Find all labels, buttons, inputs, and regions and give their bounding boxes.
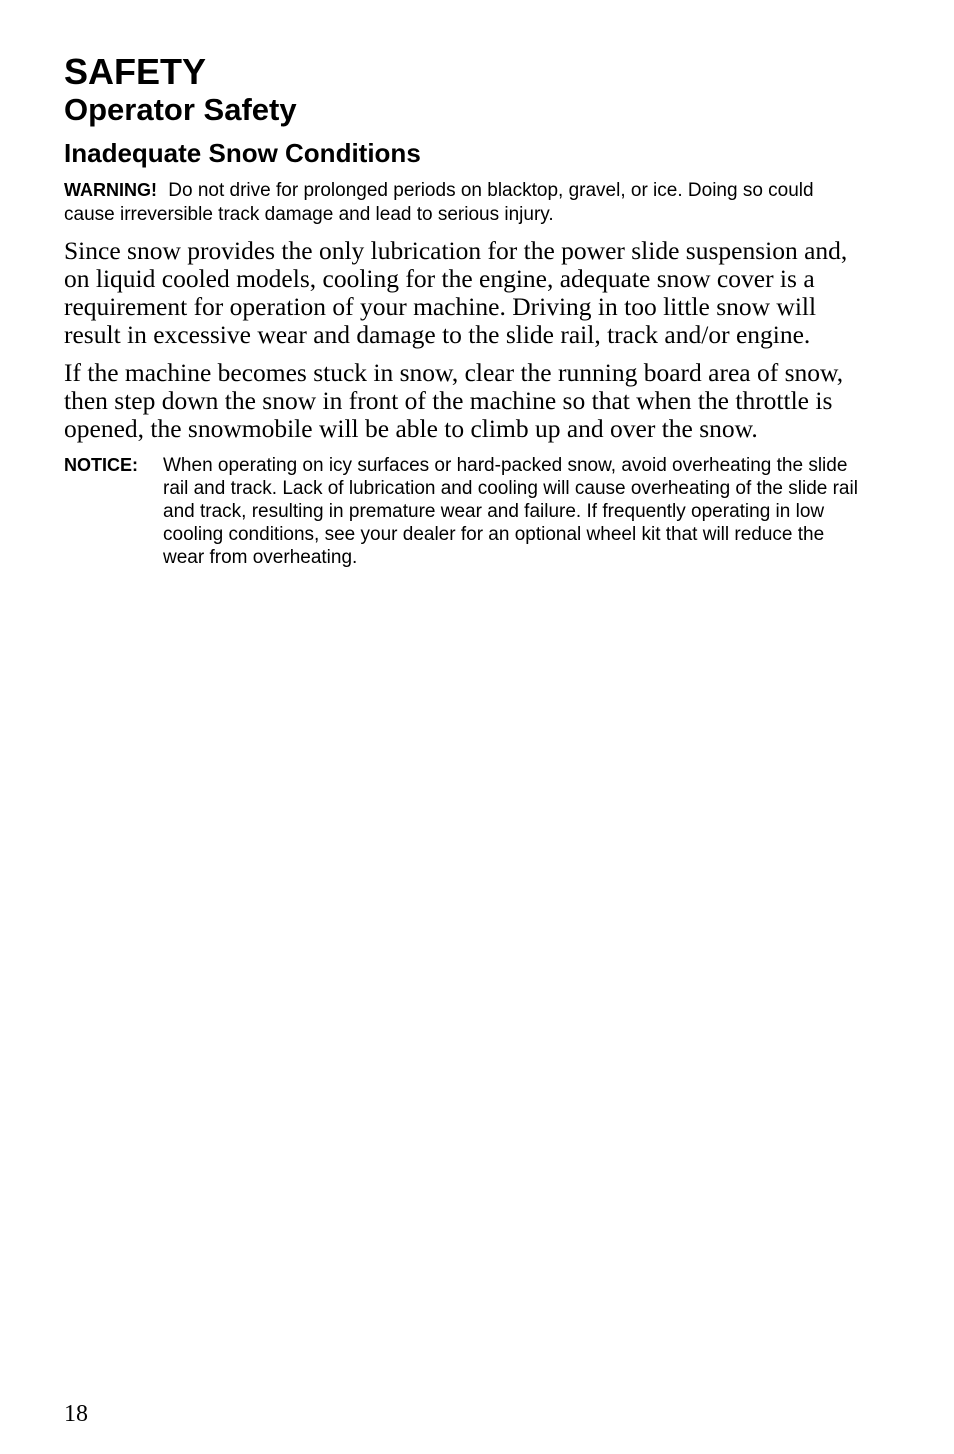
page-content [64,52,864,569]
subsection-title: Operator Safety [64,92,297,127]
page-number: 18 [64,1401,88,1427]
warning-text: Do not drive for prolonged periods on blacktop, gravel, or ice. Doing so could cause irreversible track damage and lead to serious injury. [64,180,814,225]
body-paragraph-stuck-in-snow: If the machine becomes stuck in snow, clear the running board area of snow, then step down the snow in front of the machine so that when the throttle is opened, the snowmobile will be able to climb up and over the snow. [64,358,844,443]
topic-title: Inadequate Snow Conditions [64,138,421,168]
notice-block [64,454,864,569]
body-paragraph-snow-lubrication: Since snow provides the only lubrication for the power slide suspension and, on liquid cooled models, cooling for the engine, adequate snow cover is a requirement for operation of your machine. Driving in too little snow will result in excessive wear and damage to the slide rail, track and/or engine. [64,236,848,349]
notice-text: When operating on icy surfaces or hard-packed snow, avoid overheating the slide rail and track. Lack of lubrication and cooling will cause overheating of the slide rail and track, resulting in premature wear and failure. If frequently operating in low cooling conditions, see your dealer for an optional wheel kit that will reduce the wear from overheating. [163,455,858,568]
warning-block [64,178,864,227]
notice-label: NOTICE: [64,455,138,475]
section-title: SAFETY [64,51,207,92]
warning-label: WARNING! [64,180,157,200]
